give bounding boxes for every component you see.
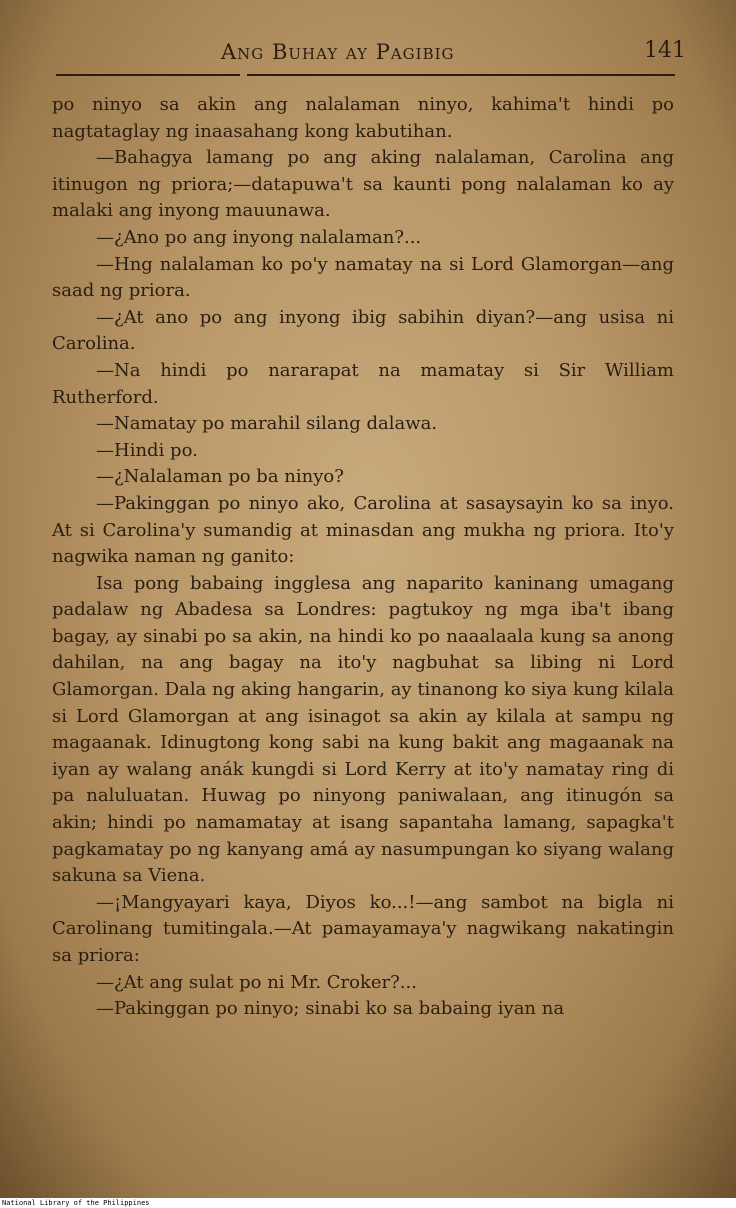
- paragraph: —Na hindi po nararapat na mamatay si Sir William Rutherford.: [52, 359, 674, 408]
- page-header: [0, 38, 736, 66]
- paragraph: —¿At ang sulat po ni Mr. Croker?...: [96, 971, 417, 993]
- paragraph: —Namatay po marahil silang dalawa.: [96, 413, 438, 435]
- body-text: [52, 92, 674, 1023]
- paragraph: —Bahagya lamang po ang aking nalalaman, Carolina ang itinugon ng priora;—datapuwa't sa kaunti pong nalalaman ko ay malaki ang inyong mauunawa.: [52, 147, 674, 222]
- page-number: 141: [644, 38, 686, 63]
- paragraph: —¿Nalalaman po ba ninyo?: [96, 466, 344, 488]
- running-title: Ang Buhay ay Pagibig: [221, 40, 455, 64]
- paragraph: —Pakinggan po ninyo ako, Carolina at sasaysayin ko sa inyo. At si Carolina'y sumandig at minasdan ang mukha ng priora. Ito'y nagwika naman ng ganito:: [52, 492, 674, 568]
- header-rule-right: [247, 74, 675, 76]
- header-rule-left: [56, 74, 240, 76]
- paragraph: —Hindi po.: [96, 439, 198, 461]
- paragraph: —¿Ano po ang inyong nalalaman?...: [96, 226, 422, 248]
- paragraph: —Hng nalalaman ko po'y namatay na si Lord Glamorgan—ang saad ng priora.: [52, 253, 674, 302]
- paragraph: —Pakinggan po ninyo; sinabi ko sa babaing iyan na: [96, 998, 565, 1020]
- paragraph: Isa pong babaing ingglesa ang naparito kaninang umagang padalaw ng Abadesa sa Londres: pagtukoy ng mga iba't ibang bagay, ay sinabi po sa akin, na hindi ko po naaalaala kung sa anong dahilan, na ang bagay na ito'y nagbuhat sa libing ni Lord Glamorgan. Dala ng aking hangarin, ay tinanong ko siya kung kilala si Lord Glamorgan at ang isinagot sa akin ay kilala at sampu ng magaanak. Idinugtong kong sabi na kung bakit ang magaanak na iyan ay walang anák kungdi si Lord Kerry at ito'y namatay ring di pa naluluatan. Huwag po ninyong paniwalaan, ang itinugón sa akin; hindi po namamatay at isang sapantaha lamang, sapagka't pagkamatay po ng kanyang amá ay nasumpungan ko siyang walang sakuna sa Viena.: [52, 572, 674, 887]
- scan-footer: [0, 1198, 736, 1208]
- library-credit: National Library of the Philippines: [2, 1199, 150, 1207]
- paragraph: po ninyo sa akin ang nalalaman ninyo, kahima't hindi po nagtataglay ng inaasahang kong kabutihan.: [52, 94, 674, 142]
- paragraph: —¿At ano po ang inyong ibig sabihin diyan?—ang usisa ni Carolina.: [52, 306, 674, 355]
- paragraph: —¡Mangyayari kaya, Diyos ko...!—ang sambot na bigla ni Carolinang tumitingala.—At pamayamaya'y nagwikang nakatingin sa priora:: [52, 891, 674, 966]
